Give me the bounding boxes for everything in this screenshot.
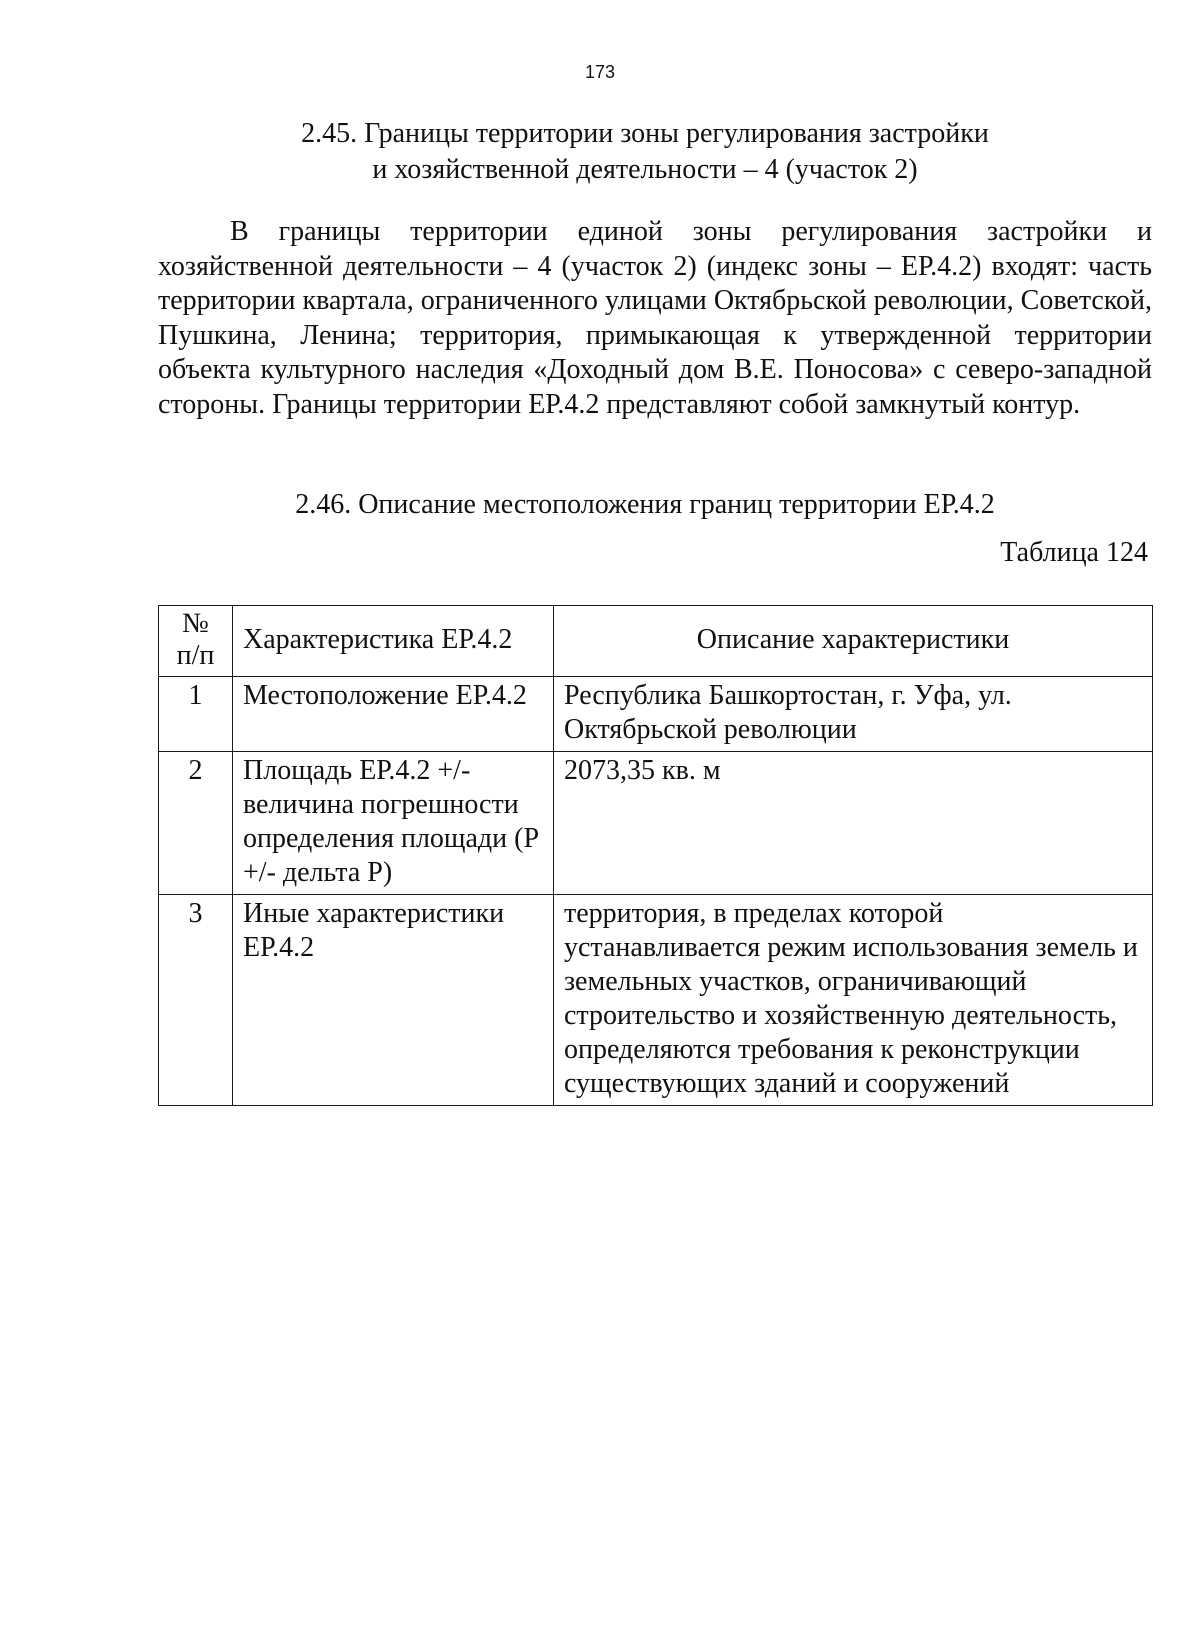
- row-characteristic: Иные характеристики ЕР.4.2: [233, 895, 554, 1106]
- row-description: территория, в пределах которой устанавливается режим использования земель и земельных участков, ограничивающий строительство и хозяйственную деятельность, определяются требования к реконструкции существующих зданий и сооружений: [554, 895, 1153, 1106]
- section-2-45-title: [160, 116, 1130, 188]
- row-description: Республика Башкортостан, г. Уфа, ул. Октябрьской революции: [554, 677, 1153, 752]
- table-row: [159, 677, 1153, 752]
- section-2-45-title-line2: и хозяйственной деятельности – 4 (участок 2): [372, 154, 918, 185]
- characteristics-table: [158, 605, 1153, 1106]
- row-description: 2073,35 кв. м: [554, 752, 1153, 895]
- row-number: 3: [159, 895, 233, 1106]
- table-header-row: [159, 606, 1153, 677]
- row-number: 1: [159, 677, 233, 752]
- row-number: 2: [159, 752, 233, 895]
- section-2-45-title-line1: 2.45. Границы территории зоны регулирования застройки: [301, 118, 989, 149]
- header-number-symbol: №: [182, 608, 209, 639]
- row-characteristic: Местоположение ЕР.4.2: [233, 677, 554, 752]
- table-row: [159, 752, 1153, 895]
- header-number: [159, 606, 233, 677]
- row-characteristic: Площадь ЕР.4.2 +/- величина погрешности определения площади (Р +/- дельта Р): [233, 752, 554, 895]
- body-paragraph: В границы территории единой зоны регулирования застройки и хозяйственной деятельности – 4 (участок 2) (индекс зоны – ЕР.4.2) входят: часть территории квартала, ограниченного улицами Октябрьской революции, Советской, Пушкина, Ленина; территория, примыкающая к утвержденной территории объекта культурного наследия «Доходный дом В.Е. Поносова» с северо-западной стороны. Границы территории ЕР.4.2 представляют собой замкнутый контур.: [158, 216, 1152, 420]
- table-caption: Таблица 124: [1000, 537, 1148, 568]
- table-row: [159, 895, 1153, 1106]
- section-2-46-title: 2.46. Описание местоположения границ территории ЕР.4.2: [295, 489, 995, 520]
- header-number-abbrev: п/п: [176, 640, 215, 671]
- header-characteristic: Характеристика ЕР.4.2: [233, 606, 554, 677]
- header-description: Описание характеристики: [554, 606, 1153, 677]
- page-number: 173: [584, 62, 616, 82]
